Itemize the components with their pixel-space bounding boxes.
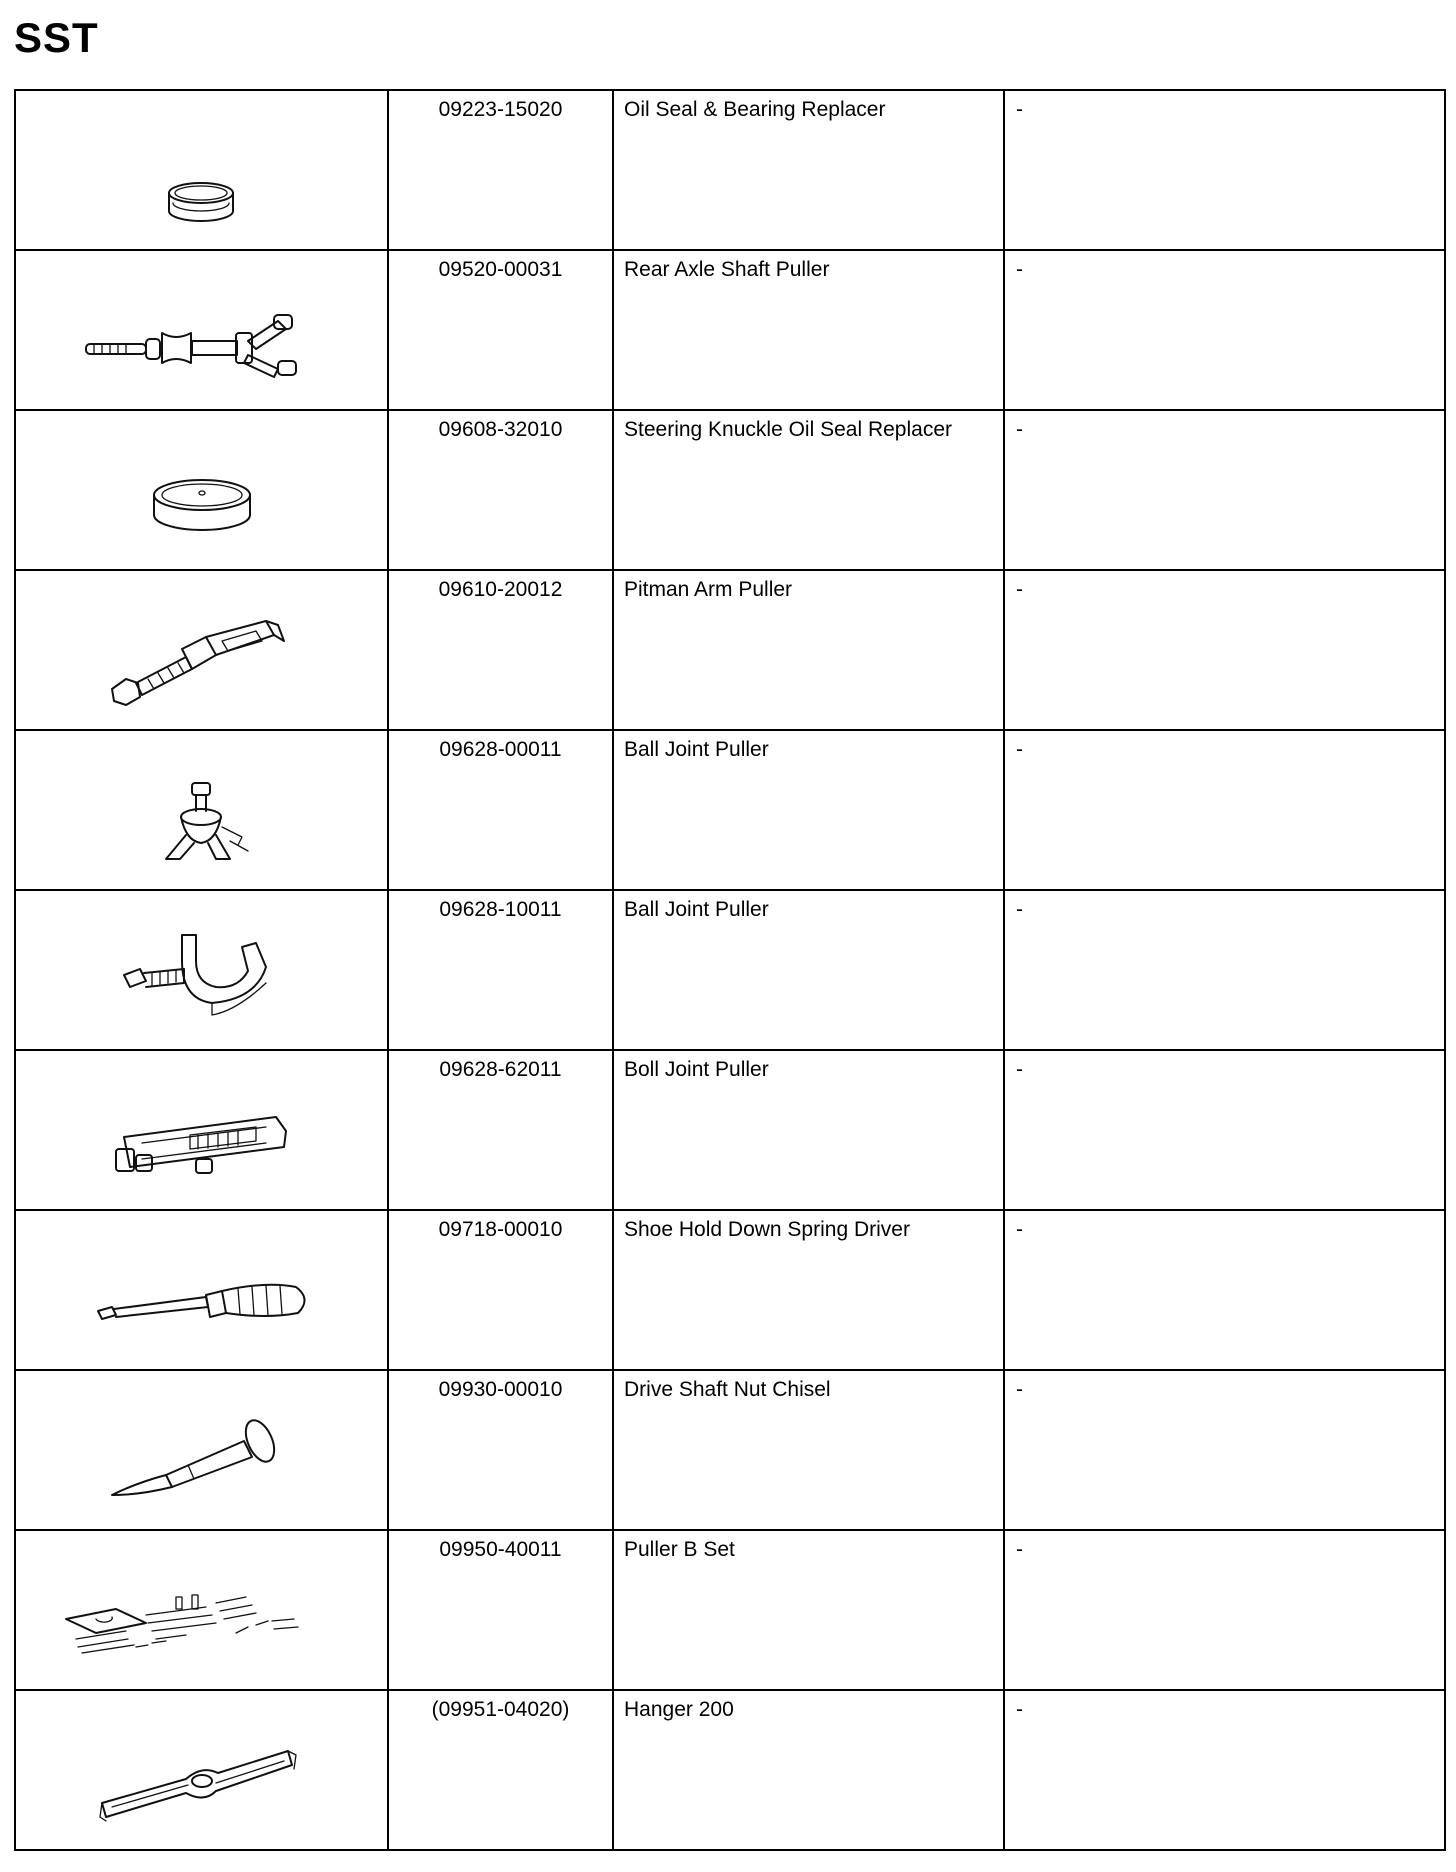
tool-image-cell: [15, 410, 388, 570]
tool-name: Drive Shaft Nut Chisel: [613, 1370, 1004, 1530]
table-row: [15, 1530, 1445, 1690]
tool-image-cell: [15, 570, 388, 730]
tool-name: Hanger 200: [613, 1690, 1004, 1850]
tool-image-cell: [15, 1370, 388, 1530]
tool-note: -: [1004, 1690, 1445, 1850]
puller-set-icon: [16, 1531, 387, 1689]
part-code: 09628-62011: [388, 1050, 613, 1210]
part-code: 09520-00031: [388, 250, 613, 410]
sst-table: [14, 89, 1446, 1851]
table-row: [15, 1690, 1445, 1850]
ball-joint-puller-c-clamp-icon: [16, 891, 387, 1049]
steering-knuckle-oil-seal-replacer-icon: [16, 411, 387, 569]
tool-name: Pitman Arm Puller: [613, 570, 1004, 730]
table-row: [15, 90, 1445, 250]
spring-driver-icon: [16, 1211, 387, 1369]
tool-image-cell: [15, 1210, 388, 1370]
page-title: SST: [14, 14, 99, 61]
part-code: 09718-00010: [388, 1210, 613, 1370]
tool-image-cell: [15, 890, 388, 1050]
tool-image-cell: [15, 1690, 388, 1850]
oil-seal-bearing-replacer-icon: [16, 91, 387, 249]
tool-note: -: [1004, 1050, 1445, 1210]
tool-note: -: [1004, 730, 1445, 890]
table-row: [15, 730, 1445, 890]
tool-image-cell: [15, 90, 388, 250]
tool-note: -: [1004, 1210, 1445, 1370]
tool-name: Ball Joint Puller: [613, 730, 1004, 890]
table-row: [15, 410, 1445, 570]
tool-image-cell: [15, 250, 388, 410]
ball-joint-puller-icon: [16, 731, 387, 889]
tool-name: Puller B Set: [613, 1530, 1004, 1690]
table-row: [15, 250, 1445, 410]
tool-name: Ball Joint Puller: [613, 890, 1004, 1050]
part-code: (09951-04020): [388, 1690, 613, 1850]
tool-name: Steering Knuckle Oil Seal Replacer: [613, 410, 1004, 570]
tool-name: Shoe Hold Down Spring Driver: [613, 1210, 1004, 1370]
part-code: 09950-40011: [388, 1530, 613, 1690]
tool-name: Rear Axle Shaft Puller: [613, 250, 1004, 410]
part-code: 09608-32010: [388, 410, 613, 570]
tool-note: -: [1004, 1530, 1445, 1690]
table-row: [15, 890, 1445, 1050]
rear-axle-shaft-puller-icon: [16, 251, 387, 409]
hanger-icon: [16, 1691, 387, 1849]
table-row: [15, 1370, 1445, 1530]
table-row: [15, 1050, 1445, 1210]
part-code: 09628-10011: [388, 890, 613, 1050]
tool-image-cell: [15, 730, 388, 890]
part-code: 09610-20012: [388, 570, 613, 730]
tool-note: -: [1004, 890, 1445, 1050]
boll-joint-puller-icon: [16, 1051, 387, 1209]
tool-note: -: [1004, 250, 1445, 410]
tool-name: Boll Joint Puller: [613, 1050, 1004, 1210]
part-code: 09628-00011: [388, 730, 613, 890]
pitman-arm-puller-icon: [16, 571, 387, 729]
part-code: 09930-00010: [388, 1370, 613, 1530]
table-row: [15, 570, 1445, 730]
tool-image-cell: [15, 1530, 388, 1690]
tool-note: -: [1004, 410, 1445, 570]
tool-note: -: [1004, 90, 1445, 250]
chisel-icon: [16, 1371, 387, 1529]
tool-image-cell: [15, 1050, 388, 1210]
part-code: 09223-15020: [388, 90, 613, 250]
tool-note: -: [1004, 570, 1445, 730]
table-row: [15, 1210, 1445, 1370]
tool-name: Oil Seal & Bearing Replacer: [613, 90, 1004, 250]
tool-note: -: [1004, 1370, 1445, 1530]
